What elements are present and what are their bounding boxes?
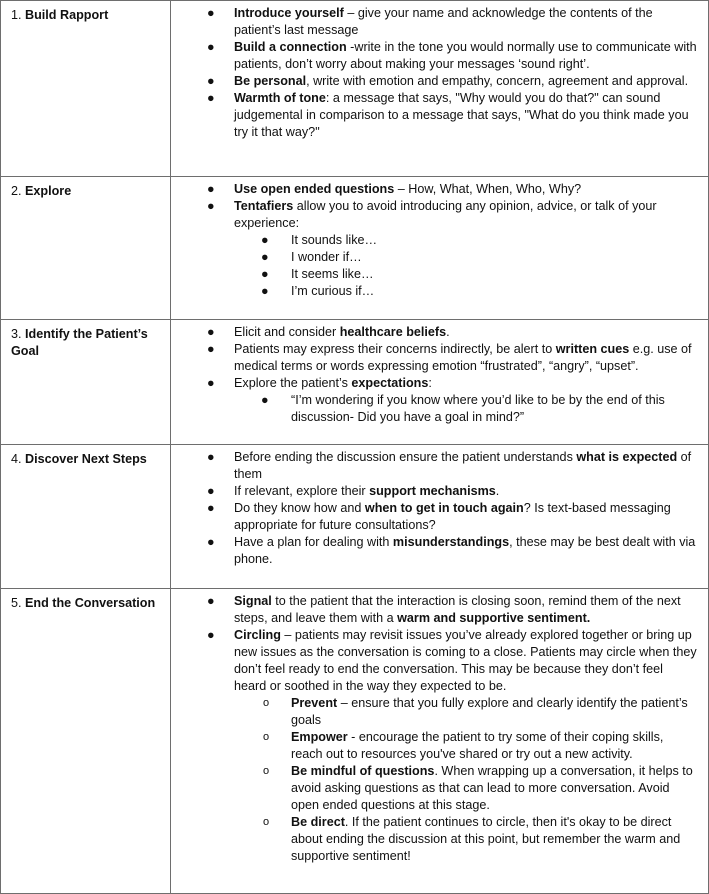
list-item bbox=[171, 729, 698, 763]
item-text: Patients may express their concerns indirectly, be alert to bbox=[234, 342, 556, 356]
item-text: – ensure that you fully explore and clearly identify the patient’s goals bbox=[291, 696, 688, 727]
bullet-icon: ● bbox=[207, 535, 215, 549]
circle-bullet-icon: o bbox=[263, 697, 270, 709]
list-item bbox=[171, 232, 698, 249]
stage-number: 3. bbox=[11, 327, 22, 341]
item-text: , these may be best dealt with via phone. bbox=[234, 535, 696, 566]
item-bold: when to get in touch again bbox=[364, 501, 524, 515]
bullet-list bbox=[171, 181, 698, 300]
bullet-list bbox=[171, 593, 698, 865]
stage-cell bbox=[1, 445, 171, 589]
list-item bbox=[171, 266, 698, 283]
stage-cell bbox=[1, 320, 171, 445]
list-item bbox=[171, 695, 698, 729]
item-bold: Tentafiers bbox=[234, 199, 294, 213]
bullet-icon: ● bbox=[261, 233, 269, 247]
detail-cell bbox=[171, 1, 709, 177]
list-item bbox=[171, 814, 698, 865]
stage-title: Explore bbox=[25, 184, 72, 198]
item-text: – How, What, When, Who, Why? bbox=[394, 182, 582, 196]
detail-cell bbox=[171, 589, 709, 894]
list-item bbox=[171, 181, 698, 198]
item-text: . If the patient continues to circle, then it's okay to be direct about ending the discussion at this point, but remember the warm and supportive sentiment! bbox=[291, 815, 681, 863]
item-text: Explore the patient’s bbox=[234, 376, 352, 390]
item-bold: Warmth of tone bbox=[234, 91, 326, 105]
item-bold: misunderstandings bbox=[392, 535, 510, 549]
item-text: – patients may revisit issues you’ve already explored together or bring up new issues as the conversation is coming to a close. Patients may circle when they don’t feel ready to end the conversation. This may be because they don’t feel heard or soothed in the way they expected to be. bbox=[234, 628, 697, 693]
list-item bbox=[171, 449, 698, 483]
list-item bbox=[171, 198, 698, 300]
item-bold: healthcare beliefs bbox=[339, 325, 447, 339]
stage-title-cont: Goal bbox=[11, 344, 39, 358]
bullet-icon: ● bbox=[207, 628, 215, 642]
table-row bbox=[1, 445, 709, 589]
item-bold: warm and supportive sentiment. bbox=[397, 611, 591, 625]
item-bold: Use open ended questions bbox=[234, 182, 395, 196]
stage-title: Build Rapport bbox=[25, 8, 109, 22]
list-item bbox=[171, 627, 698, 865]
list-item bbox=[171, 534, 698, 568]
item-text: allow you to avoid introducing any opinion, advice, or talk of your experience: bbox=[234, 199, 657, 230]
stage-number: 5. bbox=[11, 596, 22, 610]
list-item bbox=[171, 500, 698, 534]
bullet-icon: ● bbox=[207, 450, 215, 464]
table-row bbox=[1, 177, 709, 320]
list-item bbox=[171, 324, 698, 341]
bullet-icon: ● bbox=[207, 376, 215, 390]
stage-title-line bbox=[11, 326, 164, 343]
stage-cell bbox=[1, 589, 171, 894]
sub-bullet-list bbox=[171, 232, 698, 300]
item-bold: Signal bbox=[234, 594, 272, 608]
item-text: – give your name and acknowledge the contents of the patient’s last message bbox=[234, 6, 653, 37]
bullet-list bbox=[171, 5, 698, 141]
item-bold: Be mindful of questions bbox=[291, 764, 435, 778]
item-text: -write in the tone you would normally use to communicate with patients, don’t worry about making your messages ‘sound right’. bbox=[234, 40, 697, 71]
detail-cell bbox=[171, 320, 709, 445]
list-item bbox=[171, 341, 698, 375]
bullet-icon: ● bbox=[261, 393, 269, 407]
item-text: “I’m wondering if you know where you’d like to be by the end of this discussion- Did you have a goal in mind?” bbox=[291, 393, 665, 424]
bullet-icon: ● bbox=[261, 267, 269, 281]
list-item bbox=[171, 249, 698, 266]
bullet-icon: ● bbox=[207, 342, 215, 356]
item-text: e.g. use of medical terms or words expressing emotion “frustrated”, “angry”, “upset”. bbox=[234, 342, 692, 373]
item-text: Before ending the discussion ensure the patient understands bbox=[234, 450, 577, 464]
bullet-icon: ● bbox=[207, 91, 215, 105]
bullet-icon: ● bbox=[207, 6, 215, 20]
table-row bbox=[1, 320, 709, 445]
bullet-icon: ● bbox=[207, 182, 215, 196]
item-text: : bbox=[428, 376, 432, 390]
item-text: Have a plan for dealing with bbox=[234, 535, 393, 549]
item-text: I wonder if… bbox=[291, 250, 362, 264]
detail-cell bbox=[171, 177, 709, 320]
stage-number: 2. bbox=[11, 184, 22, 198]
item-text: ? Is text-based messaging appropriate for future consultations? bbox=[234, 501, 671, 532]
item-bold: Empower bbox=[291, 730, 348, 744]
item-text: . bbox=[495, 484, 500, 498]
stage-number: 1. bbox=[11, 8, 22, 22]
stage-number: 4. bbox=[11, 452, 22, 466]
item-text: Do they know how and bbox=[234, 501, 365, 515]
item-text: If relevant, explore their bbox=[234, 484, 370, 498]
list-item bbox=[171, 283, 698, 300]
list-item bbox=[171, 375, 698, 426]
item-bold: Be personal bbox=[234, 74, 307, 88]
list-item bbox=[171, 39, 698, 73]
item-bold: what is expected bbox=[576, 450, 678, 464]
table-row bbox=[1, 1, 709, 177]
item-text: to the patient that the interaction is closing soon, remind them of the next steps, and leave them with a bbox=[234, 594, 681, 625]
stage-cell bbox=[1, 177, 171, 320]
circle-bullet-icon: o bbox=[263, 765, 270, 777]
item-bold: Introduce yourself bbox=[234, 6, 344, 20]
circle-bullet-icon: o bbox=[263, 731, 270, 743]
item-text: , write with emotion and empathy, concern, agreement and approval. bbox=[306, 74, 689, 88]
detail-cell bbox=[171, 445, 709, 589]
list-item bbox=[171, 5, 698, 39]
stage-title: End the Conversation bbox=[25, 596, 156, 610]
stage-title: Identify the Patient’s bbox=[25, 327, 148, 341]
stage-title: Discover Next Steps bbox=[25, 452, 147, 466]
sub-bullet-list bbox=[171, 392, 698, 426]
sub-bullet-list bbox=[171, 695, 698, 865]
item-text: It sounds like… bbox=[291, 233, 378, 247]
stage-cell bbox=[1, 1, 171, 177]
item-text: of them bbox=[234, 450, 692, 481]
item-bold: written cues bbox=[555, 342, 630, 356]
bullet-icon: ● bbox=[207, 484, 215, 498]
item-bold: Circling bbox=[234, 628, 281, 642]
bullet-icon: ● bbox=[261, 250, 269, 264]
list-item bbox=[171, 483, 698, 500]
item-bold: support mechanisms bbox=[369, 484, 496, 498]
item-text: : a message that says, "Why would you do that?" can sound judgemental in comparison to a message that says, "What do you think made you try it that way?" bbox=[234, 91, 689, 139]
item-bold: Be direct bbox=[291, 815, 345, 829]
list-item bbox=[171, 73, 698, 90]
bullet-icon: ● bbox=[261, 284, 269, 298]
list-item bbox=[171, 90, 698, 141]
table-row bbox=[1, 589, 709, 894]
item-text: I’m curious if… bbox=[291, 284, 375, 298]
bullet-icon: ● bbox=[207, 325, 215, 339]
bullet-icon: ● bbox=[207, 501, 215, 515]
bullet-list bbox=[171, 449, 698, 568]
list-item bbox=[171, 763, 698, 814]
item-text: - encourage the patient to try some of their coping skills, reach out to resources you've shared or try out a new activity. bbox=[291, 730, 664, 761]
item-text: Elicit and consider bbox=[234, 325, 340, 339]
bullet-icon: ● bbox=[207, 594, 215, 608]
item-text: It seems like… bbox=[291, 267, 374, 281]
list-item bbox=[171, 593, 698, 627]
item-bold: Prevent bbox=[291, 696, 338, 710]
bullet-icon: ● bbox=[207, 74, 215, 88]
bullet-icon: ● bbox=[207, 199, 215, 213]
item-text: . When wrapping up a conversation, it helps to avoid asking questions as that can lead to more conversation. Avoid open ended questions at this stage. bbox=[291, 764, 693, 812]
item-bold: expectations bbox=[351, 376, 429, 390]
list-item bbox=[171, 392, 698, 426]
circle-bullet-icon: o bbox=[263, 816, 270, 828]
bullet-list bbox=[171, 324, 698, 426]
item-bold: Build a connection bbox=[234, 40, 347, 54]
item-text: . bbox=[446, 325, 450, 339]
bullet-icon: ● bbox=[207, 40, 215, 54]
